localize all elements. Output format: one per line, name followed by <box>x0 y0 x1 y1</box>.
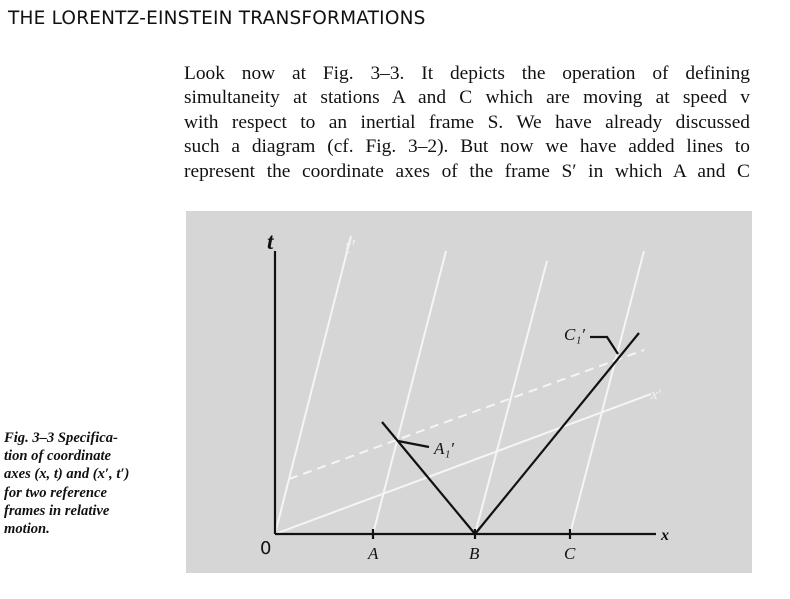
spacetime-figure <box>186 211 752 573</box>
body-line: such a diagram (cf. Fig. 3–2). But now we have added lines to <box>184 136 750 158</box>
caption-line: Fig. 3–3 Specifica- <box>4 430 118 446</box>
caption-line: axes (x, t) and (x′, t′) <box>4 466 130 483</box>
body-line: Look now at Fig. 3–3. It depicts the operation of defining <box>184 63 750 84</box>
t-prime-axis-line <box>275 236 351 534</box>
x-prime-axis-label: x′ <box>651 387 661 403</box>
body-line: represent the coordinate axes of the frame S′ in which A and C <box>184 160 750 182</box>
signal-to-c <box>475 333 639 534</box>
caption-line: frames in relative <box>4 502 110 519</box>
world-line-c <box>570 251 644 534</box>
event-c1-label: C₁′ <box>564 325 585 344</box>
body-line: with respect to an inertial frame S. We have already discussed <box>184 111 750 133</box>
point-a-label: A <box>368 544 379 563</box>
caption-line: for two reference <box>4 484 107 501</box>
pointer-c1 <box>590 337 618 354</box>
world-line-a <box>373 251 446 534</box>
caption-line: motion. <box>4 521 50 538</box>
t-axis-label: t <box>267 229 274 254</box>
t-prime-axis-label: t′ <box>345 236 355 258</box>
world-line-b <box>475 261 547 534</box>
point-b-label: B <box>469 544 480 563</box>
x-axis-label: x <box>661 527 669 544</box>
caption-line: tion of coordinate <box>4 448 112 465</box>
point-c-label: C <box>564 544 576 563</box>
origin-label: 0 <box>260 538 272 559</box>
signal-to-a <box>382 422 475 534</box>
running-header: THE LORENTZ-EINSTEIN TRANSFORMATIONS <box>8 8 426 29</box>
body-paragraph <box>184 62 750 184</box>
simultaneity-line <box>289 350 644 479</box>
event-a1-label: A₁′ <box>434 439 455 458</box>
body-line: simultaneity at stations A and C which are moving at speed v <box>184 87 750 109</box>
figure-caption <box>4 429 182 538</box>
spacetime-diagram <box>186 211 752 573</box>
